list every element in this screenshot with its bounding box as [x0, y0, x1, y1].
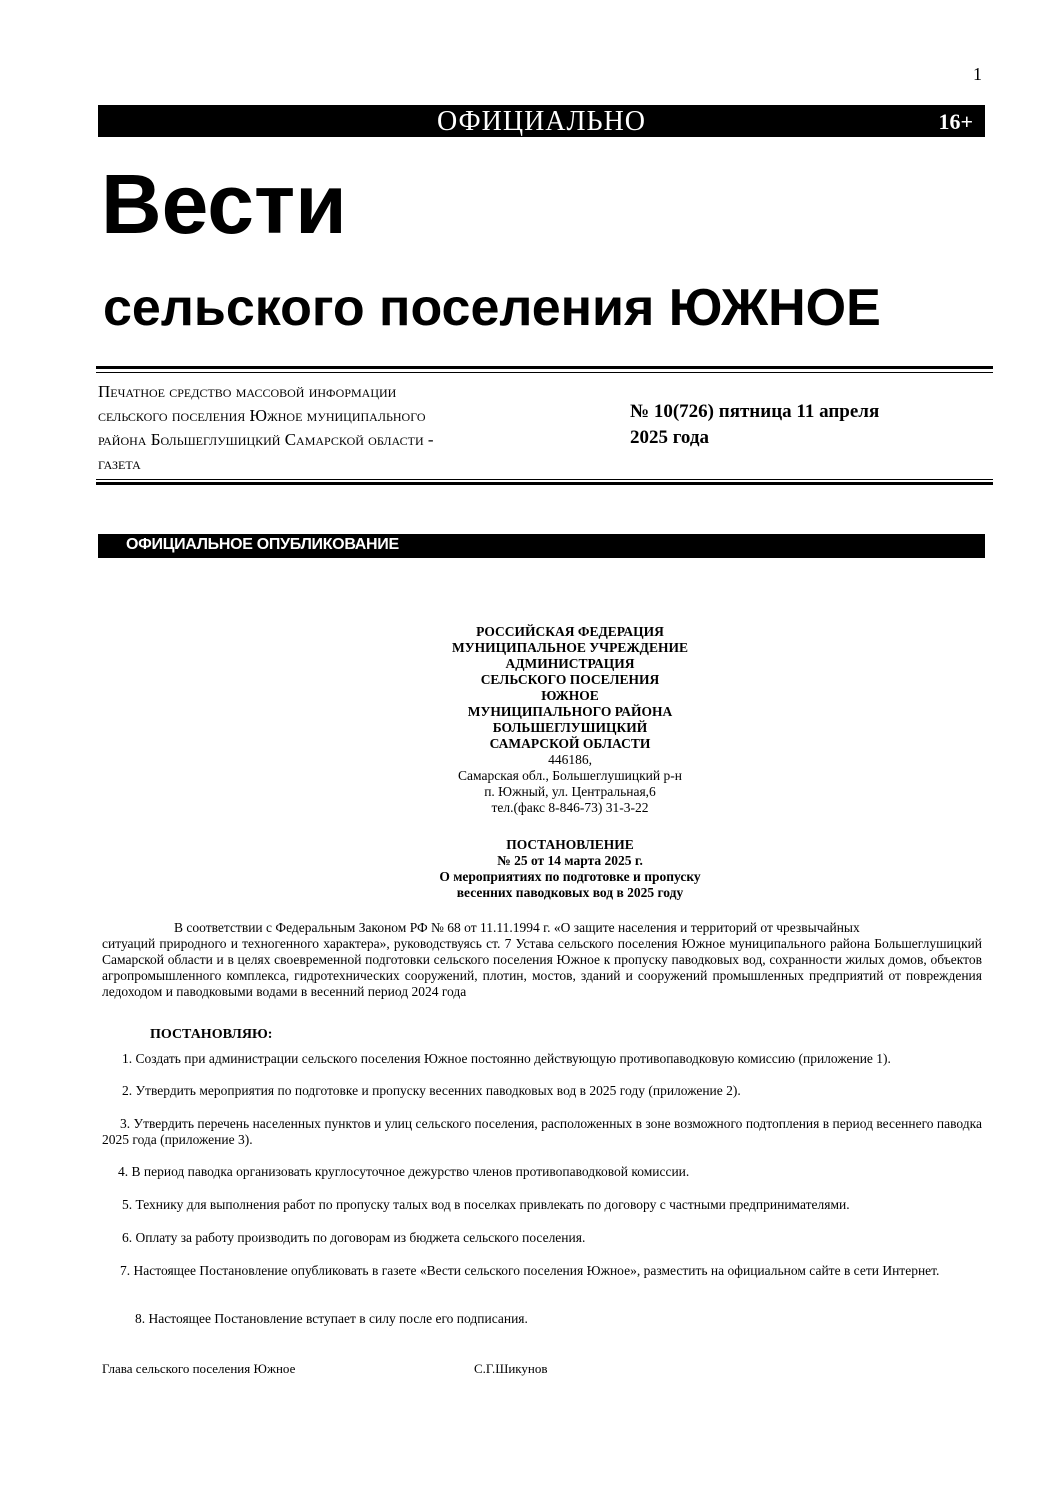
masthead-rule-bottom-thin [96, 479, 993, 480]
issue-number-date: № 10(726) пятница 11 апреля [630, 401, 880, 422]
decree-type: ПОСТАНОВЛЕНИЕ [506, 837, 634, 852]
decree-title-line: весенних паводковых вод в 2025 году [456, 885, 684, 900]
decree-item: 6. Оплату за работу производить по договорам из бюджета сельского поселения. [122, 1230, 586, 1245]
masthead-rule-top [96, 366, 993, 369]
preamble-text: ситуаций природного и техногенного характера», руководствуясь ст. 7 Устава сельского поселения Южное муниципального района Большеглушицкий Самарской области и в целях своевременной подготовки сельского поселения Южное к пропуску паводковых вод, сохранности жилых домов, объектов агропромышленного комплекса, гидротехнических сооружений, плотин, мостов, зданий и сооружений промышленных предприятий от повреждения ледоходом и паводковыми водами в весенний период 2024 года [102, 936, 982, 999]
decree-item: 7. Настоящее Постановление опубликовать в газете «Вести сельского поселения Южное», разместить на официальном сайте в сети Интернет. [120, 1263, 940, 1278]
decree-item: 2. Утвердить мероприятия по подготовке и пропуску весенних паводковых вод в 2025 году (приложение 2). [122, 1083, 741, 1098]
decree-item: 5. Технику для выполнения работ по пропуску талых вод в поселках привлекать по договору с частными предпринимателями. [122, 1197, 850, 1212]
org-line: СЕЛЬСКОГО ПОСЕЛЕНИЯ [480, 672, 660, 687]
decree-item: 4. В период паводка организовать круглосуточное дежурство членов противопаводковой комиссии. [118, 1164, 690, 1179]
org-line: ЮЖНОЕ [541, 688, 599, 703]
masthead-rule-top-thin [96, 372, 993, 373]
decree-item: 3. Утвердить перечень населенных пунктов и улиц сельского поселения, расположенных в зоне возможного подтопления в период весеннего паводка 2025 года (приложение 3). [102, 1116, 982, 1147]
org-line: МУНИЦИПАЛЬНОГО РАЙОНА [467, 704, 673, 719]
official-banner [98, 105, 985, 137]
preamble [102, 920, 982, 1000]
issue-year: 2025 года [630, 427, 709, 448]
decree-header [0, 837, 1058, 901]
description-line: Печатное средство массовой информации [98, 382, 397, 401]
description-line: района Большеглушицкий Самарской области - [98, 430, 434, 449]
description-line: сельского поселения Южное муниципального [98, 406, 426, 425]
decree-number-date: № 25 от 14 марта 2025 г. [497, 853, 643, 868]
org-line: МУНИЦИПАЛЬНОЕ УЧРЕЖДЕНИЕ [452, 640, 688, 655]
signatory-name: С.Г.Шикунов [474, 1361, 548, 1376]
newspaper-subtitle: сельского поселения ЮЖНОЕ [103, 279, 881, 337]
age-rating-badge: 16+ [938, 109, 973, 134]
address-line: тел.(факс 8-846-73) 31-3-22 [491, 800, 649, 815]
org-line: АДМИНИСТРАЦИЯ [505, 656, 635, 671]
org-line: БОЛЬШЕГЛУШИЦКИЙ [492, 720, 648, 735]
newspaper-title: Вести [101, 157, 347, 251]
org-line: САМАРСКОЙ ОБЛАСТИ [489, 736, 651, 751]
address-line: Самарская обл., Большеглушицкий р-н [458, 768, 682, 783]
organization-header [0, 624, 1058, 816]
banner-title: ОФИЦИАЛЬНО [436, 106, 647, 137]
decree-item: 1. Создать при администрации сельского поселения Южное постоянно действующую противопаводковую комиссию (приложение 1). [122, 1051, 891, 1066]
decree-title-line: О мероприятиях по подготовке и пропуску [439, 869, 701, 884]
masthead-rule-bottom [96, 482, 993, 485]
issue-info [630, 399, 950, 451]
org-line: РОССИЙСКАЯ ФЕДЕРАЦИЯ [476, 624, 664, 639]
resolve-label: ПОСТАНОВЛЯЮ: [150, 1027, 273, 1042]
section-title: ОФИЦИАЛЬНОЕ ОПУБЛИКОВАНИЕ [126, 536, 399, 553]
decree-item: 8. Настоящее Постановление вступает в силу после его подписания. [135, 1311, 528, 1326]
address-line: 446186, [548, 752, 592, 767]
signatory-title: Глава сельского поселения Южное [102, 1361, 296, 1376]
address-line: п. Южный, ул. Центральная,6 [484, 784, 656, 799]
page-number: 1 [973, 64, 982, 84]
description-line: газета [98, 454, 141, 473]
preamble-first-line: В соответствии с Федеральным Законом РФ № 68 от 11.11.1994 г. «О защите населения и территорий от чрезвычайных [174, 920, 860, 935]
publication-description [98, 380, 608, 476]
section-banner [98, 534, 985, 558]
